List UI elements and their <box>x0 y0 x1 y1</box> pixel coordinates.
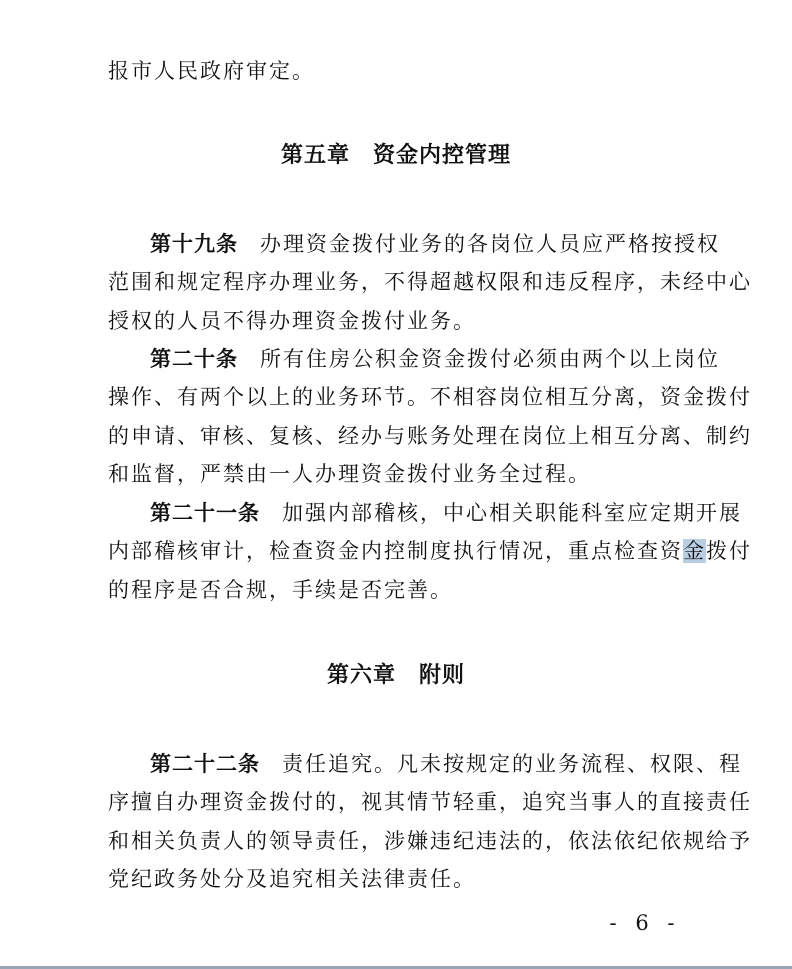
article-19-text-3: 授权的人员不得办理资金拨付业务。 <box>108 309 476 333</box>
page-number: - 6 - <box>609 911 681 935</box>
article-22-text-4: 党纪政务处分及追究相关法律责任。 <box>108 867 476 891</box>
article-20-text-4: 和监督，严禁由一人办理资金拨付业务全过程。 <box>108 462 591 486</box>
chapter-6-title: 第六章 附则 <box>326 663 465 688</box>
article-21-first-line <box>150 498 742 528</box>
text-selection-highlight[interactable]: 金 <box>683 539 706 563</box>
article-20-text-1: 所有住房公积金资金拨付必须由两个以上岗位 <box>260 347 720 371</box>
article-21-text-3: 的程序是否合规，手续是否完善。 <box>108 578 453 602</box>
article-19-text-2: 范围和规定程序办理业务，不得超越权限和违反程序，未经中心 <box>108 270 752 294</box>
intro-line: 报市人民政府审定。 <box>108 59 315 83</box>
article-19-text-1: 办理资金拨付业务的各岗位人员应严格按授权 <box>260 232 720 256</box>
article-22-label: 第二十二条 <box>150 752 260 776</box>
article-21-text-1: 加强内部稽核，中心相关职能科室应定期开展 <box>282 501 742 525</box>
article-21-text-2-post: 拨付 <box>706 539 752 563</box>
article-19-first-line <box>150 229 720 259</box>
article-22-first-line <box>150 749 742 779</box>
article-22-text-1: 责任追究。凡未按规定的业务流程、权限、程 <box>282 752 742 776</box>
article-20-label: 第二十条 <box>150 347 238 371</box>
article-21-text-2-pre: 内部稽核审计，检查资金内控制度执行情况，重点检查资 <box>108 539 683 563</box>
article-20-first-line <box>150 344 720 374</box>
article-20-text-3: 的申请、审核、复核、经办与账务处理在岗位上相互分离、制约 <box>108 424 752 448</box>
article-19-label: 第十九条 <box>150 232 238 256</box>
article-22-text-3: 和相关负责人的领导责任，涉嫌违纪违法的，依法依纪依规给予 <box>108 829 752 853</box>
chapter-5-title: 第五章 资金内控管理 <box>280 143 511 168</box>
article-21-label: 第二十一条 <box>150 501 260 525</box>
article-22-text-2: 序擅自办理资金拨付的，视其情节轻重，追究当事人的直接责任 <box>108 790 752 814</box>
article-20-text-2: 操作、有两个以上的业务环节。不相容岗位相互分离，资金拨付 <box>108 385 752 409</box>
article-21-text-2 <box>108 536 752 566</box>
